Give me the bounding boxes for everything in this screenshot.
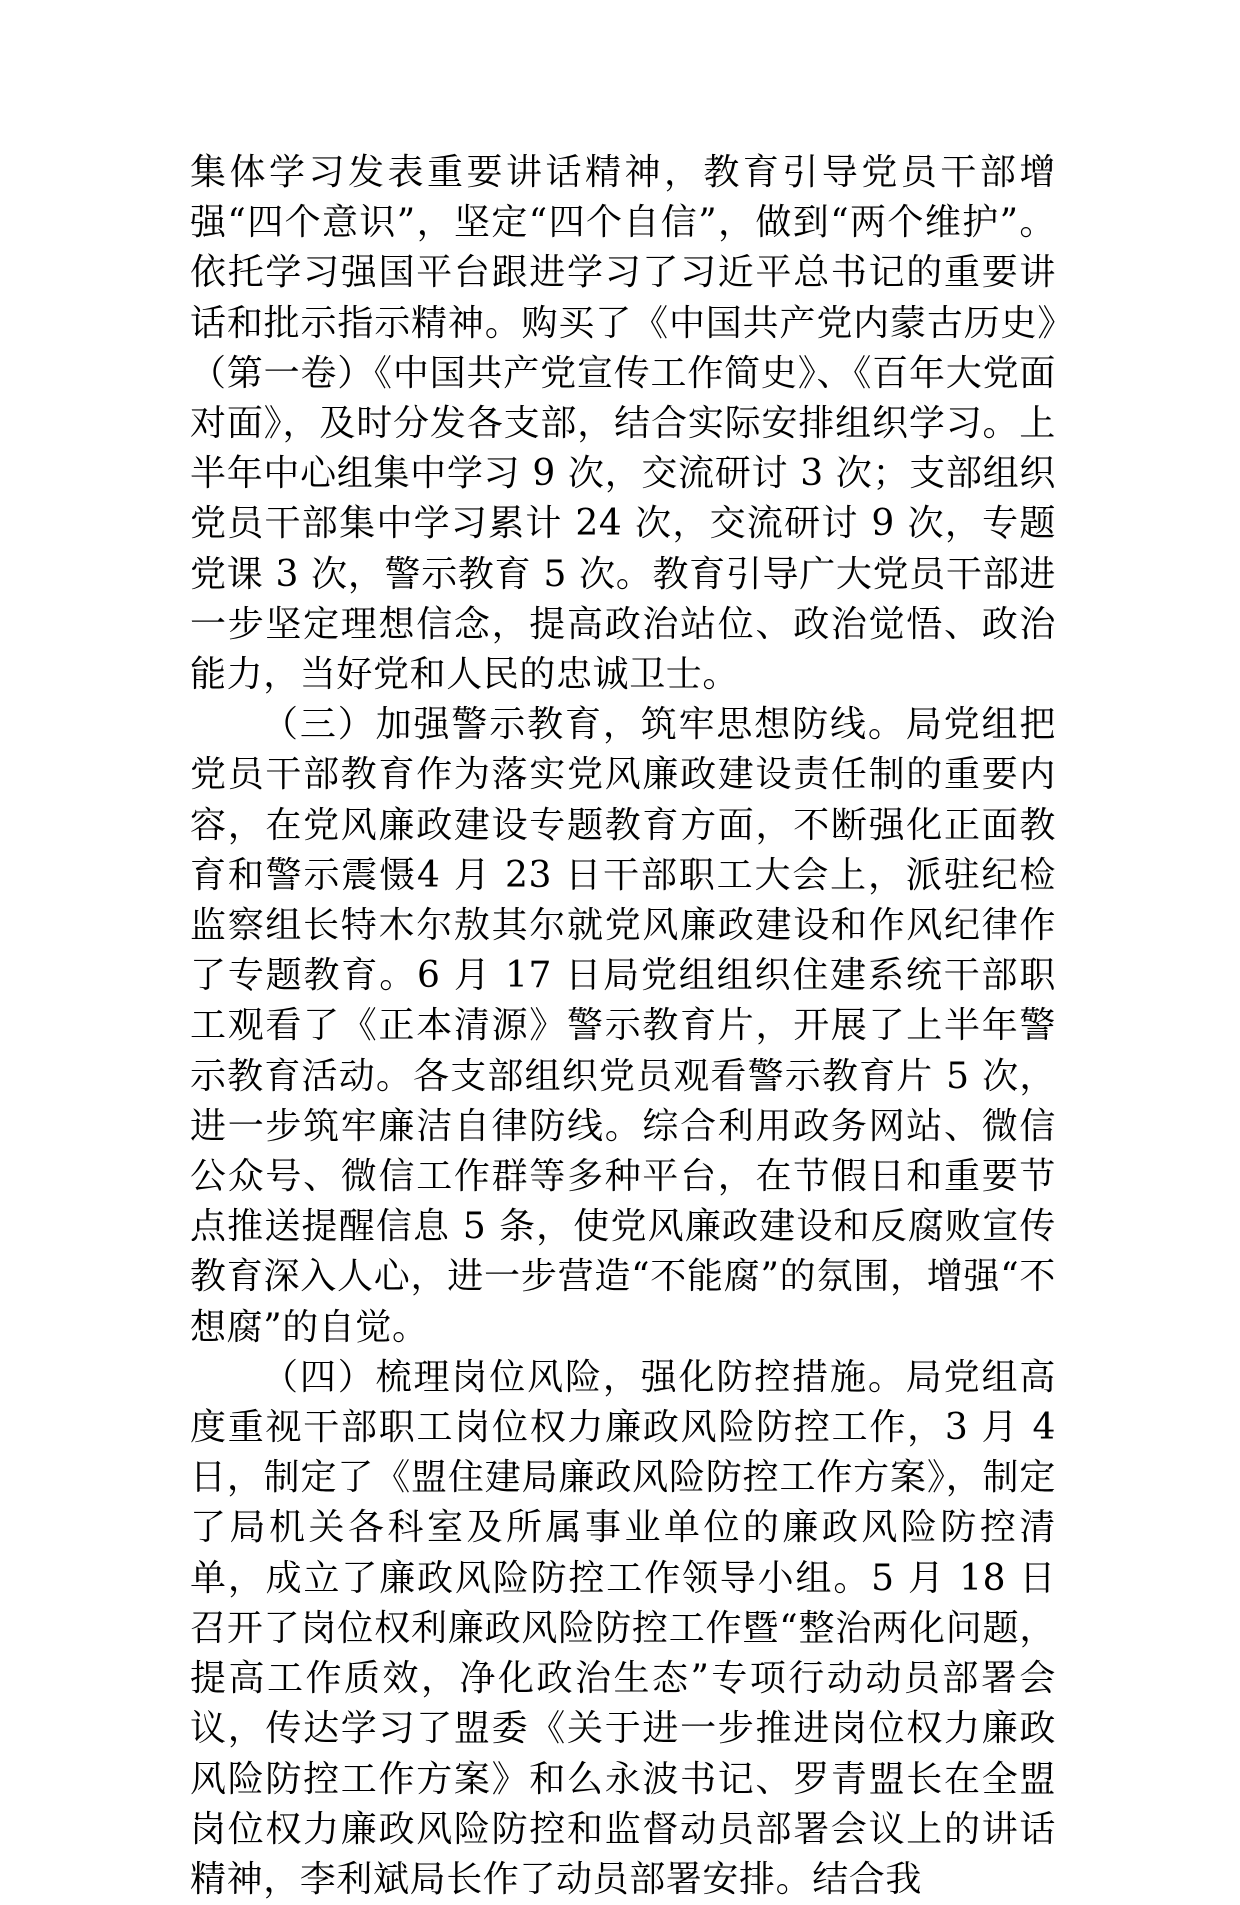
paragraph-warning-education: （三）加强警示教育，筑牢思想防线。局党组把党员干部教育作为落实党风廉政建设责任制的重要内容，在党风廉政建设专题教育方面，不断强化正面教育和警示震慑4 月 23 日干部职工大会上，派驻纪检监察组长特木尔敖其尔就党风廉政建设和作风纪律作了专题教育。6 月 17 日局党组组织住建系统干部职工观看了《正本清源》警示教育片，开展了上半年警示教育活动。各支部组织党员观看警示教育片 5 次，进一步筑牢廉洁自律防线。综合利用政务网站、微信公众号、微信工作群等多种平台，在节假日和重要节点推送提醒信息 5 条，使党风廉政建设和反腐败宣传教育深入人心，进一步营造“不能腐”的氛围，增强“不想腐”的自觉。 — [190, 704, 1056, 1348]
paragraph-study-summary: 集体学习发表重要讲话精神，教育引导党员干部增强“四个意识”，坚定“四个自信”，做到“两个维护”。依托学习强国平台跟进学习了习近平总书记的重要讲话和批示指示精神。购买了《中国共产党内蒙古历史》（第一卷）《中国共产党宣传工作简史》、《百年大党面对面》，及时分发各支部，结合实际安排组织学习。上半年中心组集中学习 9 次，交流研讨 3 次；支部组织党员干部集中学习累计 24 次，交流研讨 9 次，专题党课 3 次，警示教育 5 次。教育引导广大党员干部进一步坚定理想信念，提高政治站位、政治觉悟、政治能力，当好党和人民的忠诚卫士。 — [190, 152, 1056, 696]
document-page — [190, 148, 1056, 1905]
paragraph-risk-control: （四）梳理岗位风险，强化防控措施。局党组高度重视干部职工岗位权力廉政风险防控工作，3 月 4 日，制定了《盟住建局廉政风险防控工作方案》，制定了局机关各科室及所属事业单位的廉政风险防控清单，成立了廉政风险防控工作领导小组。5 月 18 日召开了岗位权利廉政风险防控工作暨“整治两化问题，提高工作质效，净化政治生态”专项行动动员部署会议，传达学习了盟委《关于进一步推进岗位权力廉政风险防控工作方案》和么永波书记、罗青盟长在全盟岗位权力廉政风险防控和监督动员部署会议上的讲话精神，李利斌局长作了动员部署安排。结合我 — [190, 1356, 1056, 1900]
